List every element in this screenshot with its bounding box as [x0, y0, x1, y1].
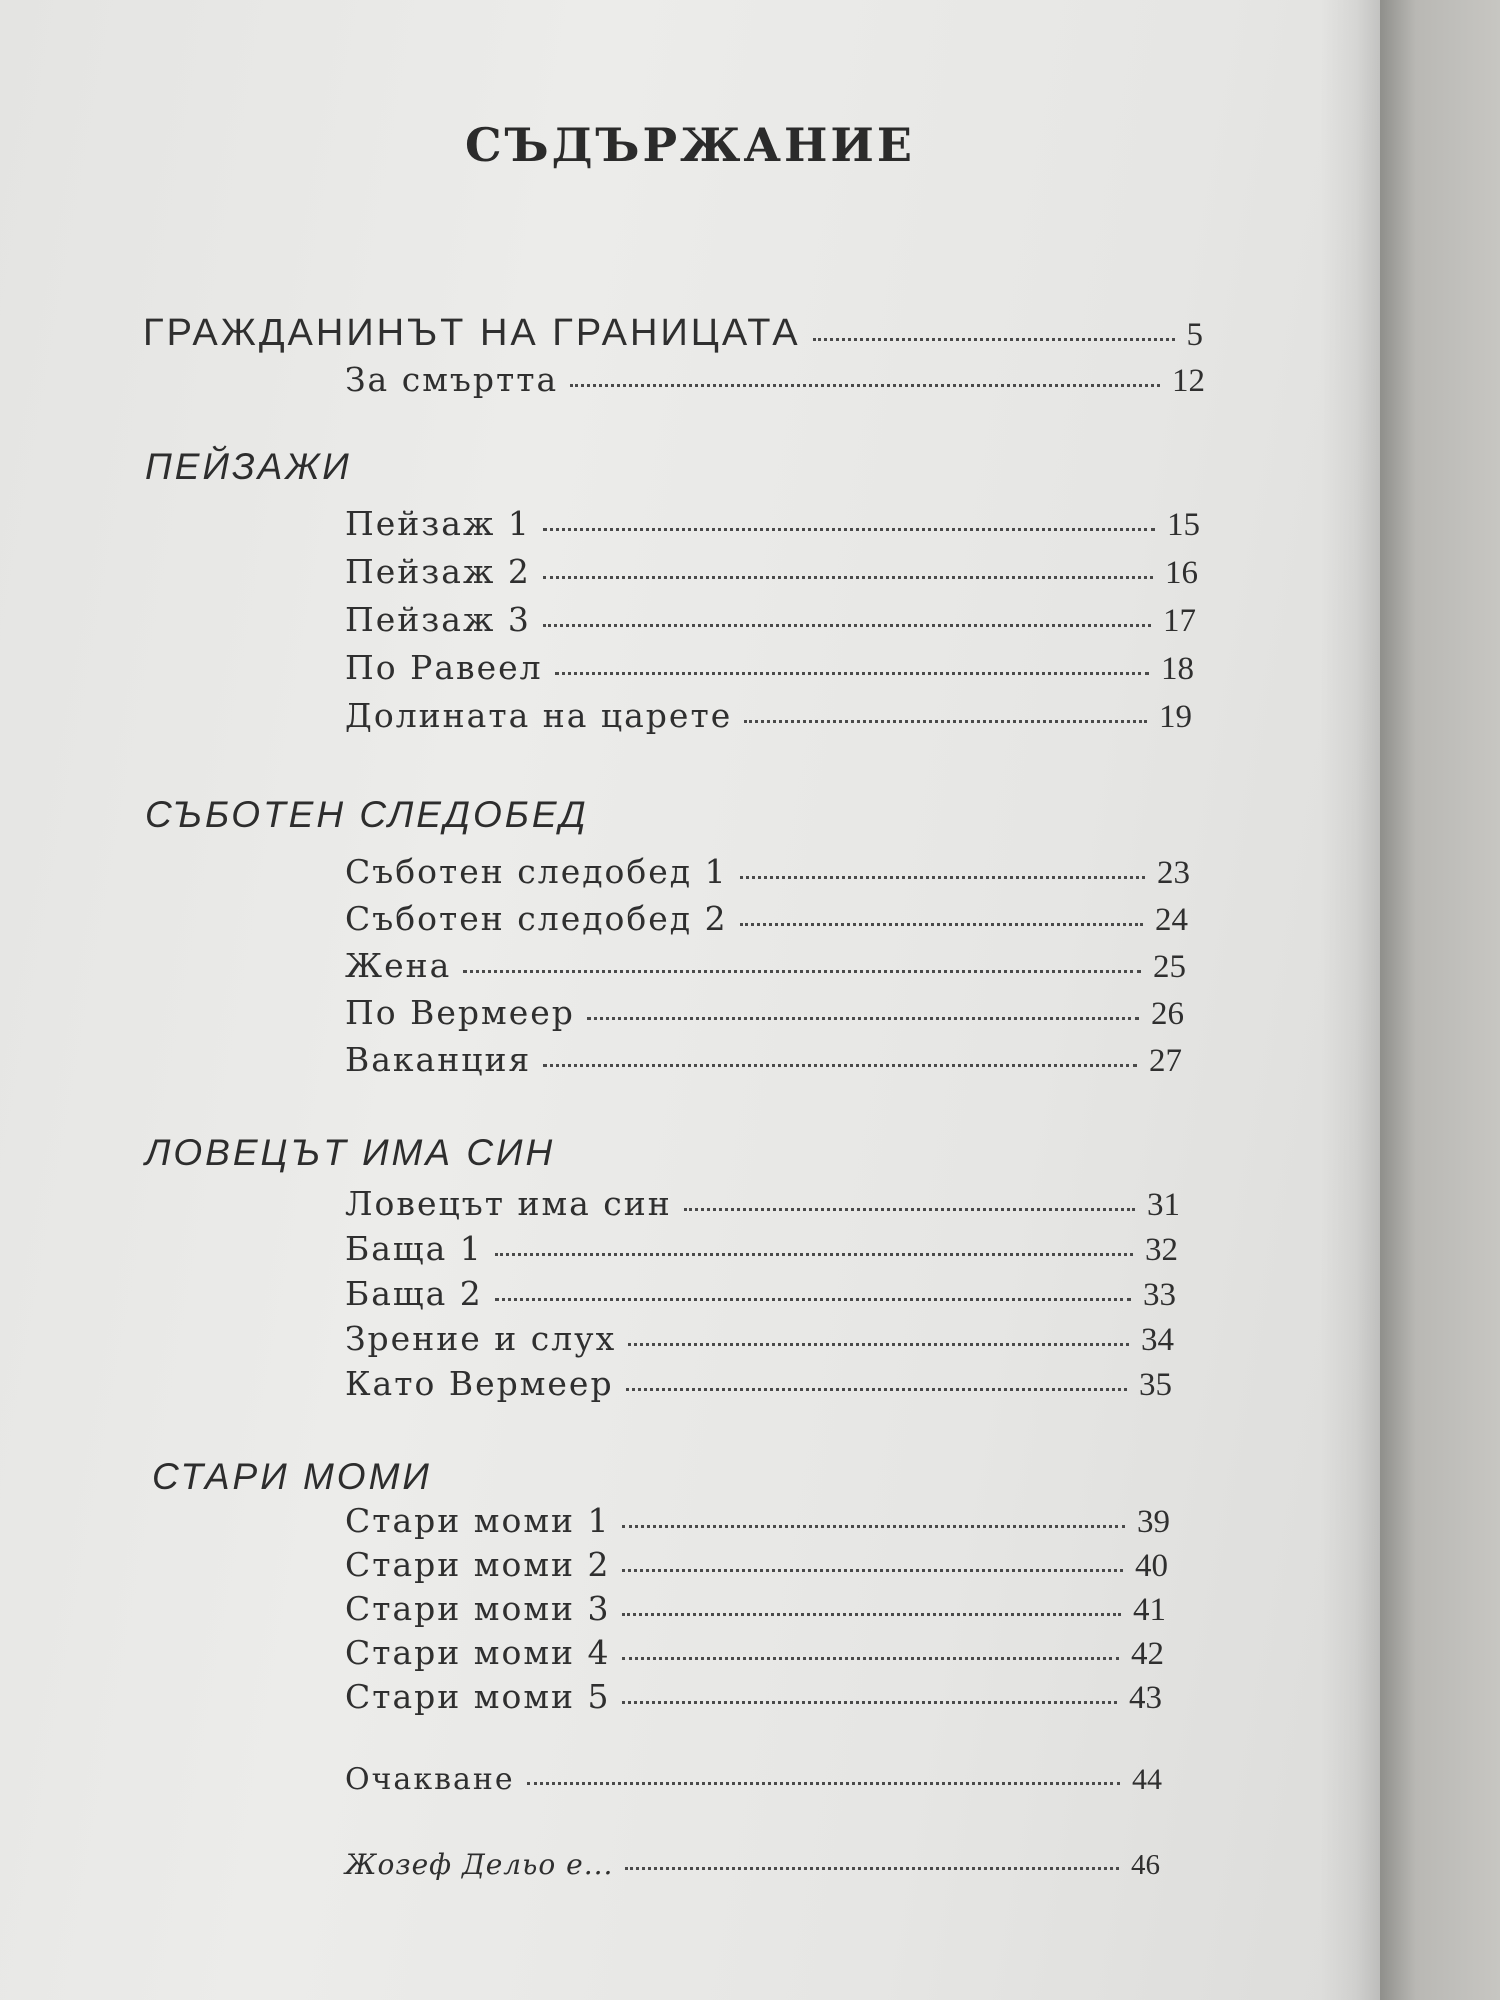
- entry-title: Пейзаж 2: [345, 552, 531, 591]
- toc-entry: [345, 504, 1200, 544]
- page-number: 39: [1137, 1504, 1170, 1540]
- dot-leader: [622, 1613, 1121, 1616]
- toc-entry: [345, 552, 1198, 592]
- toc-entry: [345, 1848, 1160, 1882]
- section-heading-row: [143, 312, 1203, 355]
- dot-leader: [555, 672, 1149, 675]
- toc-entry: [345, 1633, 1164, 1673]
- page-title: СЪДЪРЖАНИЕ: [465, 118, 915, 172]
- dot-leader: [527, 1782, 1120, 1785]
- toc-entry: [345, 1677, 1162, 1717]
- toc-entry: [345, 1501, 1170, 1541]
- page-number: 40: [1135, 1548, 1168, 1584]
- page-number: 34: [1141, 1322, 1174, 1358]
- page-gutter-shadow: [1320, 0, 1380, 2000]
- page-number: 19: [1159, 699, 1192, 735]
- adjacent-page-edge: [1380, 0, 1500, 2000]
- entry-title: Съботен следобед 1: [345, 852, 728, 891]
- dot-leader: [495, 1298, 1131, 1301]
- dot-leader: [744, 720, 1147, 723]
- toc-entry: [345, 1040, 1182, 1080]
- entry-title: Ловецът има син: [345, 1184, 672, 1223]
- page-number: 5: [1186, 317, 1203, 353]
- entry-title: Долината на царете: [345, 696, 733, 735]
- page-number: 27: [1149, 1043, 1182, 1079]
- section-heading: ГРАЖДАНИНЪТ НА ГРАНИЦАТА: [143, 312, 801, 354]
- toc-entry: [345, 1229, 1178, 1269]
- dot-leader: [622, 1657, 1119, 1660]
- section-heading: СЪБОТЕН СЛЕДОБЕД: [145, 794, 589, 835]
- page-number: 33: [1143, 1277, 1176, 1313]
- section-heading: ПЕЙЗАЖИ: [145, 446, 352, 487]
- entry-title: За смъртта: [345, 360, 559, 399]
- page-number: 42: [1131, 1636, 1164, 1672]
- page-number: 12: [1172, 363, 1205, 399]
- entry-title: Съботен следобед 2: [345, 899, 728, 938]
- entry-title: Стари моми 1: [345, 1501, 611, 1540]
- toc-entry: [345, 360, 1205, 400]
- dot-leader: [570, 384, 1160, 387]
- dot-leader: [622, 1525, 1125, 1528]
- page-number: 25: [1153, 949, 1186, 985]
- toc-entry: [345, 1319, 1174, 1359]
- page-number: 44: [1132, 1763, 1162, 1796]
- entry-title: Пейзаж 3: [345, 600, 531, 639]
- toc-entry: [345, 600, 1196, 640]
- entry-title: Очакване: [345, 1762, 515, 1797]
- dot-leader: [587, 1017, 1139, 1020]
- dot-leader: [543, 576, 1153, 579]
- dot-leader: [543, 624, 1151, 627]
- toc-entry: [345, 1184, 1180, 1224]
- toc-entry: [345, 852, 1190, 892]
- entry-title: Стари моми 5: [345, 1677, 611, 1716]
- page-number: 24: [1155, 902, 1188, 938]
- page-number: 43: [1129, 1680, 1162, 1716]
- section-heading: ЛОВЕЦЪТ ИМА СИН: [145, 1132, 556, 1173]
- entry-title: Стари моми 2: [345, 1545, 611, 1584]
- page-number: 16: [1165, 555, 1198, 591]
- page-number: 18: [1161, 651, 1194, 687]
- page-number: 15: [1167, 507, 1200, 543]
- section-heading: СТАРИ МОМИ: [152, 1456, 432, 1497]
- dot-leader: [628, 1343, 1129, 1346]
- entry-title: Баща 1: [345, 1229, 483, 1268]
- page-number: 46: [1131, 1849, 1160, 1881]
- page-number: 23: [1157, 855, 1190, 891]
- entry-title: По Равеел: [345, 648, 543, 687]
- entry-title: Като Вермеер: [345, 1364, 614, 1403]
- page-number: 35: [1139, 1367, 1172, 1403]
- toc-entry: [345, 648, 1194, 688]
- page-number: 41: [1133, 1592, 1166, 1628]
- entry-title: Жена: [345, 946, 452, 985]
- entry-title: Стари моми 3: [345, 1589, 611, 1628]
- toc-entry: [345, 1762, 1162, 1797]
- toc-entry: [345, 1274, 1176, 1314]
- page-number: 26: [1151, 996, 1184, 1032]
- entry-title: Зрение и слух: [345, 1319, 617, 1358]
- dot-leader: [543, 1064, 1137, 1067]
- dot-leader: [626, 1388, 1127, 1391]
- dot-leader: [543, 528, 1155, 531]
- toc-entry: [345, 1364, 1172, 1404]
- dot-leader: [463, 970, 1141, 973]
- dot-leader: [495, 1253, 1133, 1256]
- dot-leader: [813, 338, 1175, 341]
- dot-leader: [622, 1701, 1117, 1704]
- toc-entry: [345, 899, 1188, 939]
- dot-leader: [622, 1569, 1123, 1572]
- dot-leader: [740, 876, 1145, 879]
- entry-title: Стари моми 4: [345, 1633, 611, 1672]
- toc-entry: [345, 993, 1184, 1033]
- entry-title: По Вермеер: [345, 993, 575, 1032]
- dot-leader: [625, 1867, 1119, 1870]
- entry-title: Жозеф Дельо е...: [345, 1848, 614, 1881]
- dot-leader: [684, 1208, 1135, 1211]
- toc-entry: [345, 1589, 1166, 1629]
- entry-title: Пейзаж 1: [345, 504, 531, 543]
- toc-entry: [345, 696, 1192, 736]
- dot-leader: [740, 923, 1143, 926]
- page-number: 17: [1163, 603, 1196, 639]
- toc-entry: [345, 946, 1186, 986]
- entry-title: Ваканция: [345, 1040, 532, 1079]
- page-number: 32: [1145, 1232, 1178, 1268]
- page-number: 31: [1147, 1187, 1180, 1223]
- entry-title: Баща 2: [345, 1274, 483, 1313]
- toc-entry: [345, 1545, 1168, 1585]
